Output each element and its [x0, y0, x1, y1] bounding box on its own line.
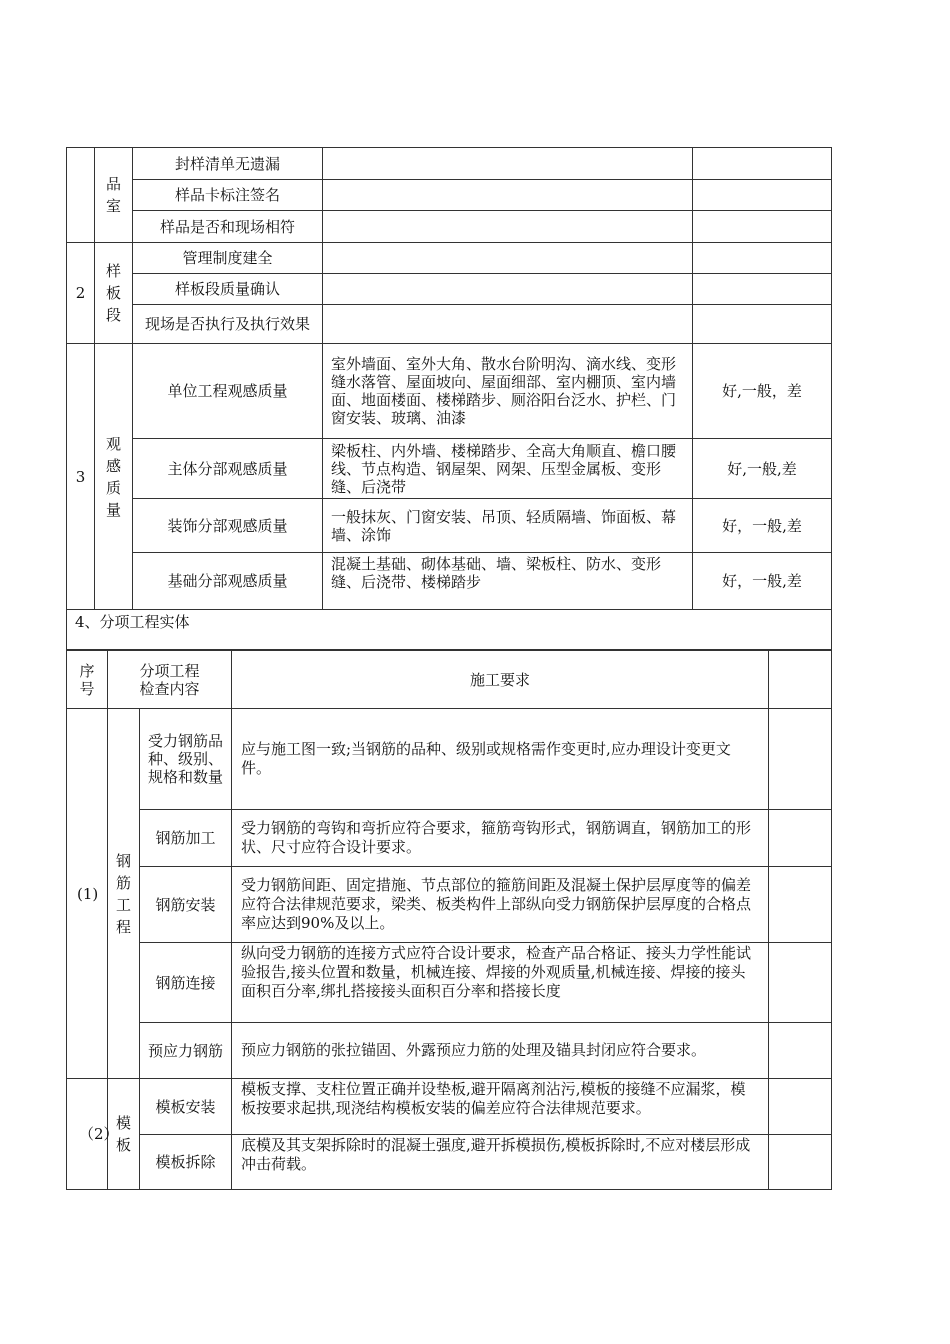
- group1-label: 钢筋工程: [108, 709, 140, 1079]
- content-cell: [323, 148, 693, 180]
- inspection-table-top: [66, 147, 832, 650]
- result-cell: 好，一般,差: [693, 499, 832, 553]
- item-cell: 样板段质量确认: [133, 274, 323, 305]
- section1-label: 品室: [95, 148, 133, 243]
- header-seq: 序号: [67, 651, 108, 709]
- item-cell: 单位工程观感质量: [133, 344, 323, 439]
- content-cell: [323, 180, 693, 211]
- section2-label: 样板段: [95, 243, 133, 344]
- item-cell: 装饰分部观感质量: [133, 499, 323, 553]
- extra-cell: [769, 1079, 832, 1135]
- content-cell: 混凝土基础、砌体基础、墙、梁板柱、防水、变形缝、后浇带、楼梯踏步: [323, 553, 693, 610]
- content-cell: [323, 274, 693, 305]
- result-cell: 好,一般，差: [693, 344, 832, 439]
- result-cell: [693, 180, 832, 211]
- requirement-text: 预应力钢筋的张拉锚固、外露预应力筋的处理及锚具封闭应符合要求。: [232, 1023, 769, 1079]
- sub-item-label: 受力钢筋品种、级别、规格和数量: [140, 709, 232, 810]
- sub-item-label: 钢筋连接: [140, 943, 232, 1023]
- result-cell: [693, 305, 832, 344]
- group1-seq: (1): [67, 709, 108, 1079]
- content-cell: [323, 305, 693, 344]
- requirement-text: 应与施工图一致;当钢筋的品种、级别或规格需作变更时,应办理设计变更文件。: [232, 709, 769, 810]
- requirement-text: 纵向受力钢筋的连接方式应符合设计要求，检查产品合格证、接头力学性能试验报告,接头位置和数量，机械连接、焊接的外观质量,机械连接、焊接的接头面积百分率,绑扎搭接接头面积百分率和搭接长度: [232, 943, 769, 1023]
- requirement-text: 受力钢筋间距、固定措施、节点部位的箍筋间距及混凝土保护层厚度等的偏差应符合法律规范要求，梁类、板类构件上部纵向受力钢筋保护层厚度的合格点率应达到90%及以上。: [232, 867, 769, 943]
- group2-seq: （2）: [67, 1079, 108, 1190]
- section1-num-cell: [67, 148, 95, 243]
- result-cell: [693, 243, 832, 274]
- content-cell: [323, 211, 693, 243]
- extra-cell: [769, 709, 832, 810]
- content-cell: 一般抹灰、门窗安装、吊顶、轻质隔墙、饰面板、幕墙、涂饰: [323, 499, 693, 553]
- content-cell: [323, 243, 693, 274]
- requirement-text: 底模及其支架拆除时的混凝土强度,避开拆模损伤,模板拆除时,不应对楼层形成冲击荷载。: [232, 1135, 769, 1190]
- extra-cell: [769, 810, 832, 867]
- item-cell: 样品是否和现场相符: [133, 211, 323, 243]
- extra-cell: [769, 1135, 832, 1190]
- header-content: 分项工程检查内容: [108, 651, 232, 709]
- section3-label: 观感质量: [95, 344, 133, 610]
- result-cell: [693, 274, 832, 305]
- item-cell: 管理制度建全: [133, 243, 323, 274]
- sub-item-label: 模板安装: [140, 1079, 232, 1135]
- sub-item-table: [66, 650, 832, 1190]
- sub-item-label: 钢筋加工: [140, 810, 232, 867]
- extra-cell: [769, 1023, 832, 1079]
- content-cell: 梁板柱、内外墙、楼梯踏步、全高大角顺直、檐口腰线、节点构造、钢屋架、网架、压型金属板、变形缝、后浇带: [323, 439, 693, 499]
- sub-item-label: 模板拆除: [140, 1135, 232, 1190]
- extra-cell: [769, 943, 832, 1023]
- content-cell: 室外墙面、室外大角、散水台阶明沟、滴水线、变形缝水落管、屋面坡向、屋面细部、室内棚顶、室内墙面、地面楼面、楼梯踏步、厕浴阳台泛水、护栏、门窗安装、玻璃、油漆: [323, 344, 693, 439]
- item-cell: 样品卡标注签名: [133, 180, 323, 211]
- sub-item-label: 钢筋安装: [140, 867, 232, 943]
- item-cell: 主体分部观感质量: [133, 439, 323, 499]
- section3-num: 3: [67, 344, 95, 610]
- extra-cell: [769, 867, 832, 943]
- section4-title: 4、分项工程实体: [67, 610, 832, 650]
- result-cell: 好,一般,差: [693, 439, 832, 499]
- header-extra: [769, 651, 832, 709]
- section2-num: 2: [67, 243, 95, 344]
- item-cell: 现场是否执行及执行效果: [133, 305, 323, 344]
- sub-item-label: 预应力钢筋: [140, 1023, 232, 1079]
- result-cell: 好，一般,差: [693, 553, 832, 610]
- requirement-text: 模板支撑、支柱位置正确并设垫板,避开隔离剂沾污,模板的接缝不应漏浆，模板按要求起拱,现浇结构模板安装的偏差应符合法律规范要求。: [232, 1079, 769, 1135]
- requirement-text: 受力钢筋的弯钩和弯折应符合要求，箍筋弯钩形式，钢筋调直，钢筋加工的形状、尺寸应符合设计要求。: [232, 810, 769, 867]
- result-cell: [693, 148, 832, 180]
- item-cell: 基础分部观感质量: [133, 553, 323, 610]
- group2-label: 模板: [108, 1079, 140, 1190]
- result-cell: [693, 211, 832, 243]
- item-cell: 封样清单无遗漏: [133, 148, 323, 180]
- header-requirement: 施工要求: [232, 651, 769, 709]
